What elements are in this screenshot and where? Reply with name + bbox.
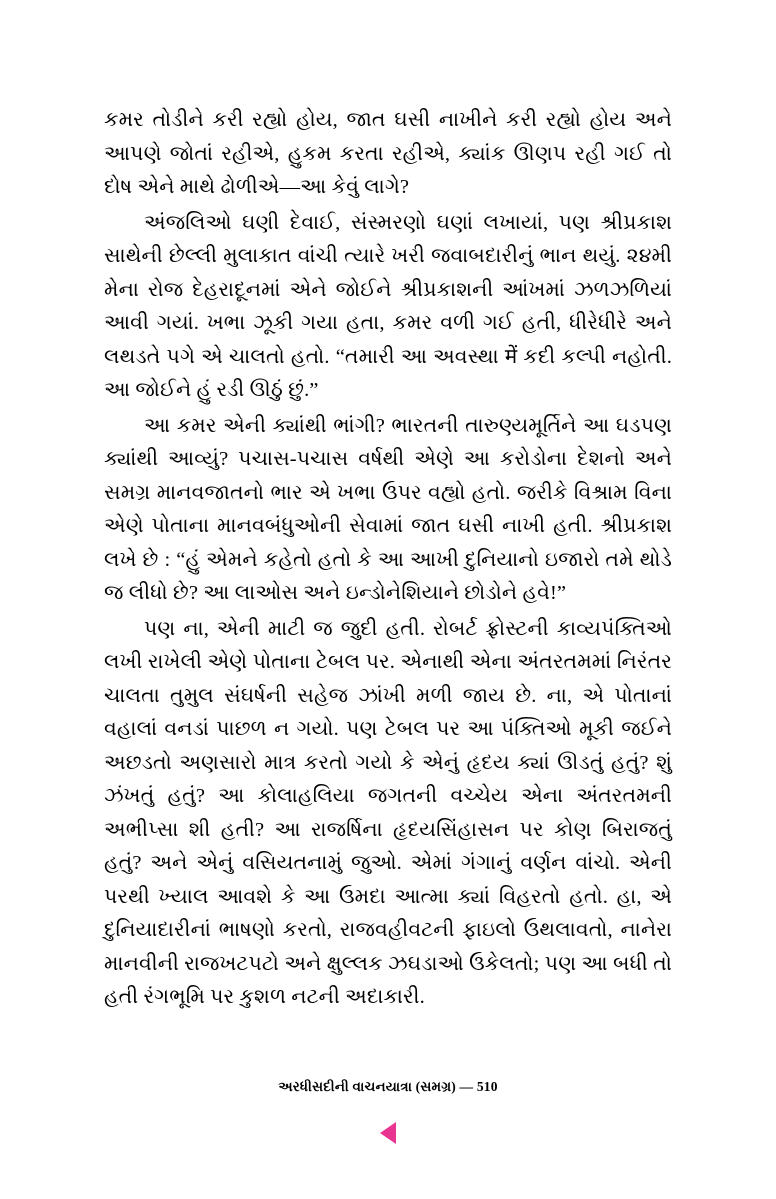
triangle-left-shape — [380, 1122, 396, 1144]
paragraph: કમર તોડીને કરી રહ્યો હોય, જાત ઘસી નાખીને કરી રહ્યો હોય અને આપણે જોતાં રહીએ, હુકમ કરતા રહીએ, ક્યાંક ઊણપ રહી ગઈ તો દોષ એને માથે ઢોળીએ—આ કેવું લાગે? — [104, 109, 672, 198]
page-footer — [0, 1078, 776, 1096]
page-text-column — [104, 104, 672, 1017]
paragraph: અંજલિઓ ઘણી દેવાઈ, સંસ્મરણો ઘણાં લખાયાં, પણ શ્રીપ્રકાશ સાથેની છેલ્લી મુલાકાત વાંચી ત્યારે ખરી જવાબદારીનું ભાન થયું. ૨૪મી મેના રોજ દેહરાદૂનમાં એને જોઈને શ્રીપ્રકાશની આંખમાં ઝળઝળિયાં આવી ગયાં. ખભા ઝૂકી ગયા હતા, કમર વળી ગઈ હતી, ધીરેધીરે અને લથડતે પગે એ ચાલતો હતો. “તમારી આ અવસ્થા में કદી કલ્પી નહોતી. આ જોઈને હું રડી ઊઠું છું.” — [104, 211, 672, 401]
triangle-left-icon[interactable] — [375, 1120, 401, 1146]
paragraph: પણ ના, એની માટી જ જુદી હતી. રોબર્ટ ફ્રોસ્ટની કાવ્યપંક્તિઓ લખી રાખેલી એણે પોતાના ટેબલ પર. એનાથી એના અંતરતમમાં નિરંતર ચાલતા તુમુલ સંઘર્ષની સહેજ ઝાંખી મળી જાય છે. ના, એ પોતાનાં વહાલાં વનડાં પાછળ ન ગયો. પણ ટેબલ પર આ પંક્તિઓ મૂકી જઈને અછડતો અણસારો માત્ર કરતો ગયો કે એનું હૃદય ક્યાં ઊડતું હતું? શું ઝંખતું હતું? આ કોલાહલિયા જગતની વચ્ચેય એના અંતરતમની અભીપ્સા શી હતી? આ રાજર્ષિના હૃદયસિંહાસન પર કોણ બિરાજતું હતું? અને એનું વસિયતનામું જુઓ. એમાં ગંગાનું વર્ણન વાંચો. એની પરથી ખ્યાલ આવશે કે આ ઉમદા આત્મા ક્યાં વિહરતો હતો. હા, એ દુનિયાદારીનાં ભાષણો કરતો, રાજવહીવટની ફાઇલો ઉથલાવતો, નાનેરા માનવીની રાજખટપટો અને ક્ષુલ્લક ઝઘડાઓ ઉકેલતો; પણ આ બધી તો હતી રંગભૂમિ પર કુશળ નટની અદાકારી. — [104, 617, 672, 1008]
footer-label: અરધીસદીની વાચનયાત્રા (સમગ્ર) — 510 — [278, 1079, 498, 1094]
paragraph: આ કમર એની ક્યાંથી ભાંગી? ભારતની તારુણ્યમૂર્તિને આ ઘડપણ ક્યાંથી આવ્યું? પચાસ-પચાસ વર્ષથી એણે આ કરોડોના દેશનો અને સમગ્ર માનવજાતનો ભાર એ ખભા ઉપર વહ્યો હતો. જરીકે વિશ્રામ વિના એણે પોતાના માનવબંધુઓની સેવામાં જાત ઘસી નાખી હતી. શ્રીપ્રકાશ લખે છે : “હું એમને કહેતો હતો કે આ આખી દુનિયાનો ઇજારો તમે થોડે જ લીધો છે? આ લાઓસ અને ઇન્ડોનેશિયાને છોડોને હવે!” — [104, 414, 672, 604]
